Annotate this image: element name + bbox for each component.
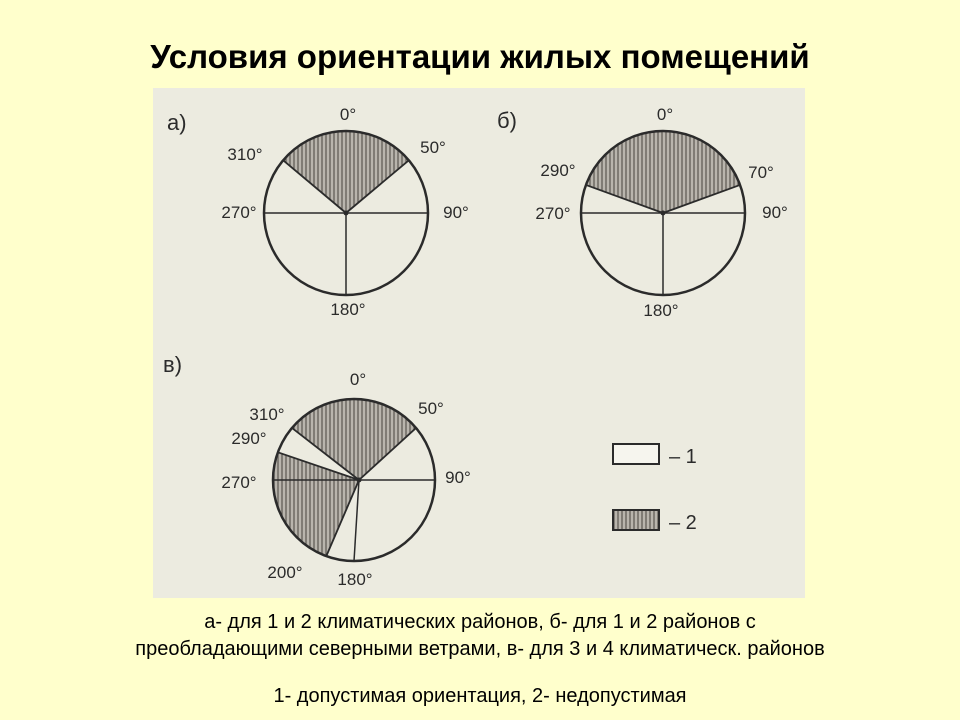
- panel-v-label: в): [163, 352, 183, 377]
- panel-v: [163, 352, 471, 589]
- legend: [613, 444, 697, 534]
- panel-b-shapes: [581, 131, 745, 295]
- angle-label-0: 0°: [349, 370, 367, 389]
- angle-label-180: 180°: [643, 301, 679, 320]
- angle-label-50: 50°: [420, 138, 446, 157]
- caption-line-2: преобладающими северными ветрами, в- для 3 и 4 климатическ. районов: [135, 638, 825, 660]
- angle-label-270: 270°: [221, 203, 257, 222]
- center-point: [344, 211, 349, 216]
- legend-swatch-1: [613, 444, 659, 464]
- panel-a: [167, 105, 469, 319]
- page-title: Условия ориентации жилых помещений: [150, 38, 810, 75]
- angle-label-90: 90°: [762, 203, 788, 222]
- center-point: [357, 478, 362, 483]
- legend-swatch-2: [613, 510, 659, 530]
- angle-label-90: 90°: [445, 468, 471, 487]
- angle-label-270: 270°: [221, 473, 257, 492]
- angle-label-0: 0°: [656, 105, 674, 124]
- angle-label-90: 90°: [443, 203, 469, 222]
- panel-v-shapes: [273, 399, 435, 561]
- angle-label-70: 70°: [748, 163, 774, 182]
- angle-label-310: 310°: [249, 405, 285, 424]
- diagram-caption: [0, 609, 960, 663]
- center-point: [661, 211, 666, 216]
- panel-a-shapes: [264, 131, 428, 295]
- legend-label-1: – 1: [669, 446, 697, 468]
- legend-label-2: – 2: [669, 512, 697, 534]
- angle-label-200: 200°: [267, 563, 303, 582]
- angle-label-290: 290°: [540, 161, 576, 180]
- caption-line-1: а- для 1 и 2 климатических районов, б- для 1 и 2 районов с: [204, 611, 756, 633]
- panel-b-label: б): [497, 108, 517, 133]
- angle-label-290: 290°: [231, 429, 267, 448]
- angle-label-310: 310°: [227, 145, 263, 164]
- angle-label-180: 180°: [337, 570, 373, 589]
- angle-label-50: 50°: [418, 399, 444, 418]
- orientation-diagram: [153, 88, 805, 598]
- excluded-sector: [586, 131, 740, 213]
- angle-label-0: 0°: [339, 105, 357, 124]
- orientation-diagram-svg: [153, 88, 805, 598]
- angle-label-180: 180°: [330, 300, 366, 319]
- legend-caption: 1- допустимая ориентация, 2- недопустимая: [273, 685, 687, 707]
- panel-a-label: а): [167, 110, 187, 135]
- panel-b: [497, 105, 788, 320]
- angle-label-270: 270°: [535, 204, 571, 223]
